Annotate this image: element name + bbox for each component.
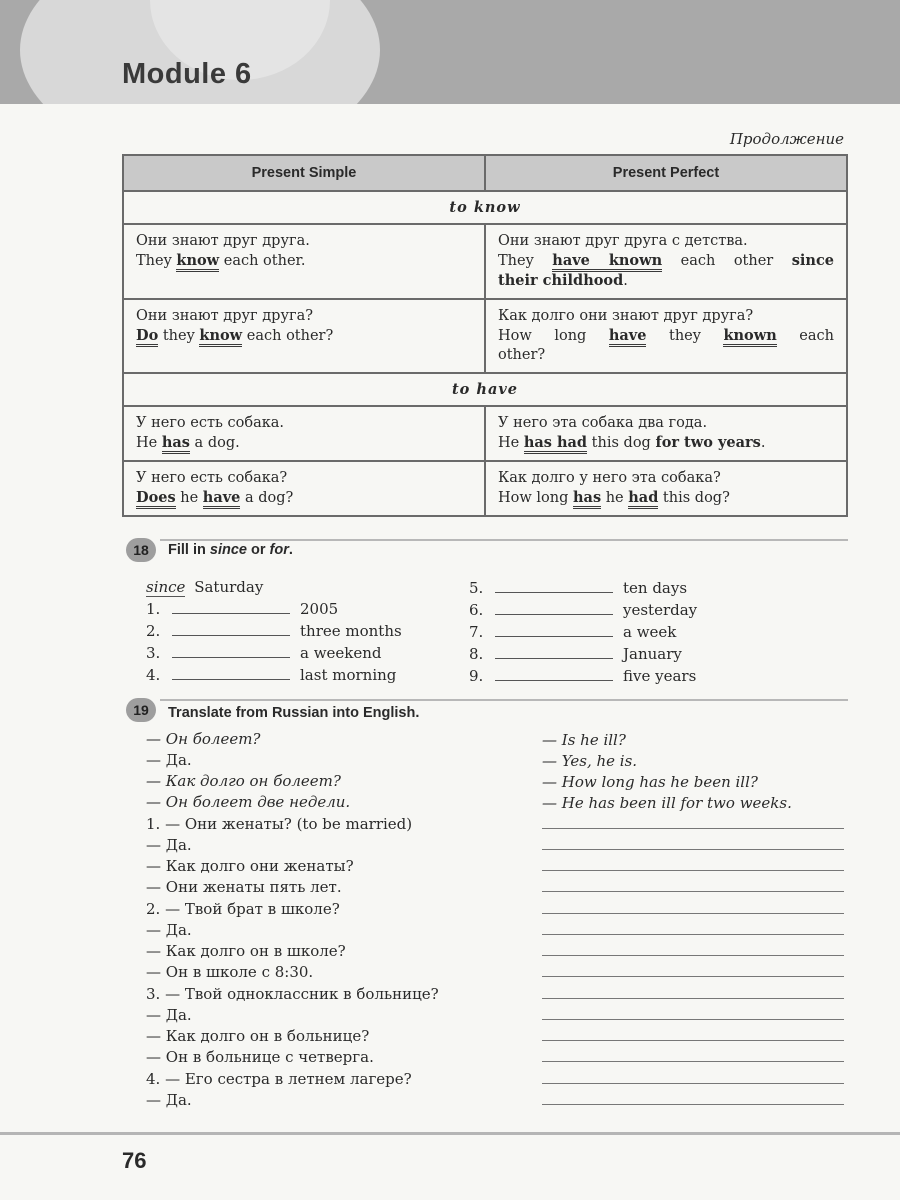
answer-line[interactable] xyxy=(542,1083,844,1084)
translate-line: — Он в школе с 8:30. xyxy=(146,963,314,981)
task-19-title: Translate from Russian into English. xyxy=(168,705,420,721)
answer-line[interactable] xyxy=(542,1019,844,1020)
en-example-line: — How long has he been ill? xyxy=(542,773,758,791)
answer-blank[interactable] xyxy=(495,600,613,615)
fill-item-9: 9. five years xyxy=(469,667,697,685)
fill-item-4: 4. last morning xyxy=(146,666,397,684)
continued-label: Продолжение xyxy=(729,130,844,148)
col-header-present-simple: Present Simple xyxy=(123,155,485,191)
answer-blank[interactable] xyxy=(495,666,613,681)
translate-line: 4. — Его сестра в летнем лагере? xyxy=(146,1070,412,1088)
answer-line[interactable] xyxy=(542,849,844,850)
fill-item-6: 6. yesterday xyxy=(469,601,698,619)
translate-line: 2. — Твой брат в школе? xyxy=(146,900,340,918)
task-18-title: Fill in since or for. xyxy=(168,542,293,558)
en-example: How long have they known each xyxy=(498,326,834,346)
ru-example: У него есть собака? xyxy=(136,470,288,486)
answer-blank[interactable] xyxy=(495,622,613,637)
translate-line: — Да. xyxy=(146,1006,192,1024)
answer-line[interactable] xyxy=(542,1061,844,1062)
answer-line[interactable] xyxy=(542,870,844,871)
answer-line[interactable] xyxy=(542,998,844,999)
ru-example: У него эта собака два года. xyxy=(498,415,708,431)
table-cell xyxy=(485,224,847,299)
ru-example: Они знают друг друга с детства. xyxy=(498,233,748,249)
ru-example-line: — Он болеет? xyxy=(146,730,261,748)
answer-line[interactable] xyxy=(542,934,844,935)
verb-row-to-know: to know xyxy=(123,191,847,224)
fill-item-7: 7. a week xyxy=(469,623,677,641)
translate-line: — Да. xyxy=(146,921,192,939)
translate-line: — Как долго он в больнице? xyxy=(146,1027,370,1045)
ru-example: У него есть собака. xyxy=(136,415,285,431)
translate-line: — Они женаты пять лет. xyxy=(146,878,342,896)
task-18-example: since Saturday xyxy=(146,578,264,596)
ru-example: Как долго у него эта собака? xyxy=(498,470,721,486)
table-cell xyxy=(485,461,847,516)
en-example-line: — Is he ill? xyxy=(542,731,626,749)
ru-example-line: — Как долго он болеет? xyxy=(146,772,341,790)
answer-line[interactable] xyxy=(542,913,844,914)
grammar-table xyxy=(122,154,848,517)
translate-line: 3. — Твой одноклассник в больнице? xyxy=(146,985,439,1003)
answer-blank[interactable] xyxy=(495,644,613,659)
ru-example: Они знают друг друга? xyxy=(136,308,314,324)
en-example-line: — Yes, he is. xyxy=(542,752,638,770)
fill-item-1: 1. 2005 xyxy=(146,600,339,618)
answer-line[interactable] xyxy=(542,955,844,956)
footer-divider xyxy=(0,1132,900,1135)
fill-item-3: 3. a weekend xyxy=(146,644,382,662)
en-example: He has a dog. xyxy=(136,433,472,453)
translate-line: — Он в больнице с четверга. xyxy=(146,1048,374,1066)
page-number: 76 xyxy=(122,1148,147,1173)
module-title: Module 6 xyxy=(122,58,252,90)
en-example: They have known each other since xyxy=(498,251,834,271)
table-cell xyxy=(123,224,485,299)
fill-item-2: 2. three months xyxy=(146,622,402,640)
answer-blank[interactable] xyxy=(172,599,290,614)
answer-blank[interactable] xyxy=(495,578,613,593)
verb-row-to-have: to have xyxy=(123,373,847,406)
answer-blank[interactable] xyxy=(172,621,290,636)
en-example: They know each other. xyxy=(136,251,472,271)
en-example: Does he have a dog? xyxy=(136,488,472,508)
answer-blank[interactable] xyxy=(172,643,290,658)
ru-example: Они знают друг друга. xyxy=(136,233,310,249)
answer-line[interactable] xyxy=(542,1040,844,1041)
en-example: Do they know each other? xyxy=(136,326,472,346)
en-example: other? xyxy=(498,347,546,363)
task-19-number: 19 xyxy=(126,698,156,722)
table-cell xyxy=(485,299,847,373)
answer-blank[interactable] xyxy=(172,665,290,680)
table-cell xyxy=(123,406,485,461)
task-18-number: 18 xyxy=(126,538,156,562)
task-divider xyxy=(160,539,848,541)
ru-example-line: — Да. xyxy=(146,751,192,769)
fill-item-8: 8. January xyxy=(469,645,682,663)
col-header-present-perfect: Present Perfect xyxy=(485,155,847,191)
answer-line[interactable] xyxy=(542,1104,844,1105)
translate-line: — Да. xyxy=(146,1091,192,1109)
table-cell xyxy=(485,406,847,461)
table-cell xyxy=(123,299,485,373)
task-divider xyxy=(160,699,848,701)
en-example: How long has he had this dog? xyxy=(498,488,834,508)
en-example: their childhood. xyxy=(498,272,628,289)
answer-line[interactable] xyxy=(542,976,844,977)
translate-line: 1. — Они женаты? (to be married) xyxy=(146,815,413,833)
ru-example: Как долго они знают друг друга? xyxy=(498,308,754,324)
translate-line: — Да. xyxy=(146,836,192,854)
answer-line[interactable] xyxy=(542,891,844,892)
table-cell xyxy=(123,461,485,516)
translate-line: — Как долго он в школе? xyxy=(146,942,346,960)
fill-item-5: 5. ten days xyxy=(469,579,688,597)
en-example: He has had this dog for two years. xyxy=(498,433,834,453)
answer-line[interactable] xyxy=(542,828,844,829)
translate-line: — Как долго они женаты? xyxy=(146,857,354,875)
ru-example-line: — Он болеет две недели. xyxy=(146,793,351,811)
en-example-line: — He has been ill for two weeks. xyxy=(542,794,792,812)
